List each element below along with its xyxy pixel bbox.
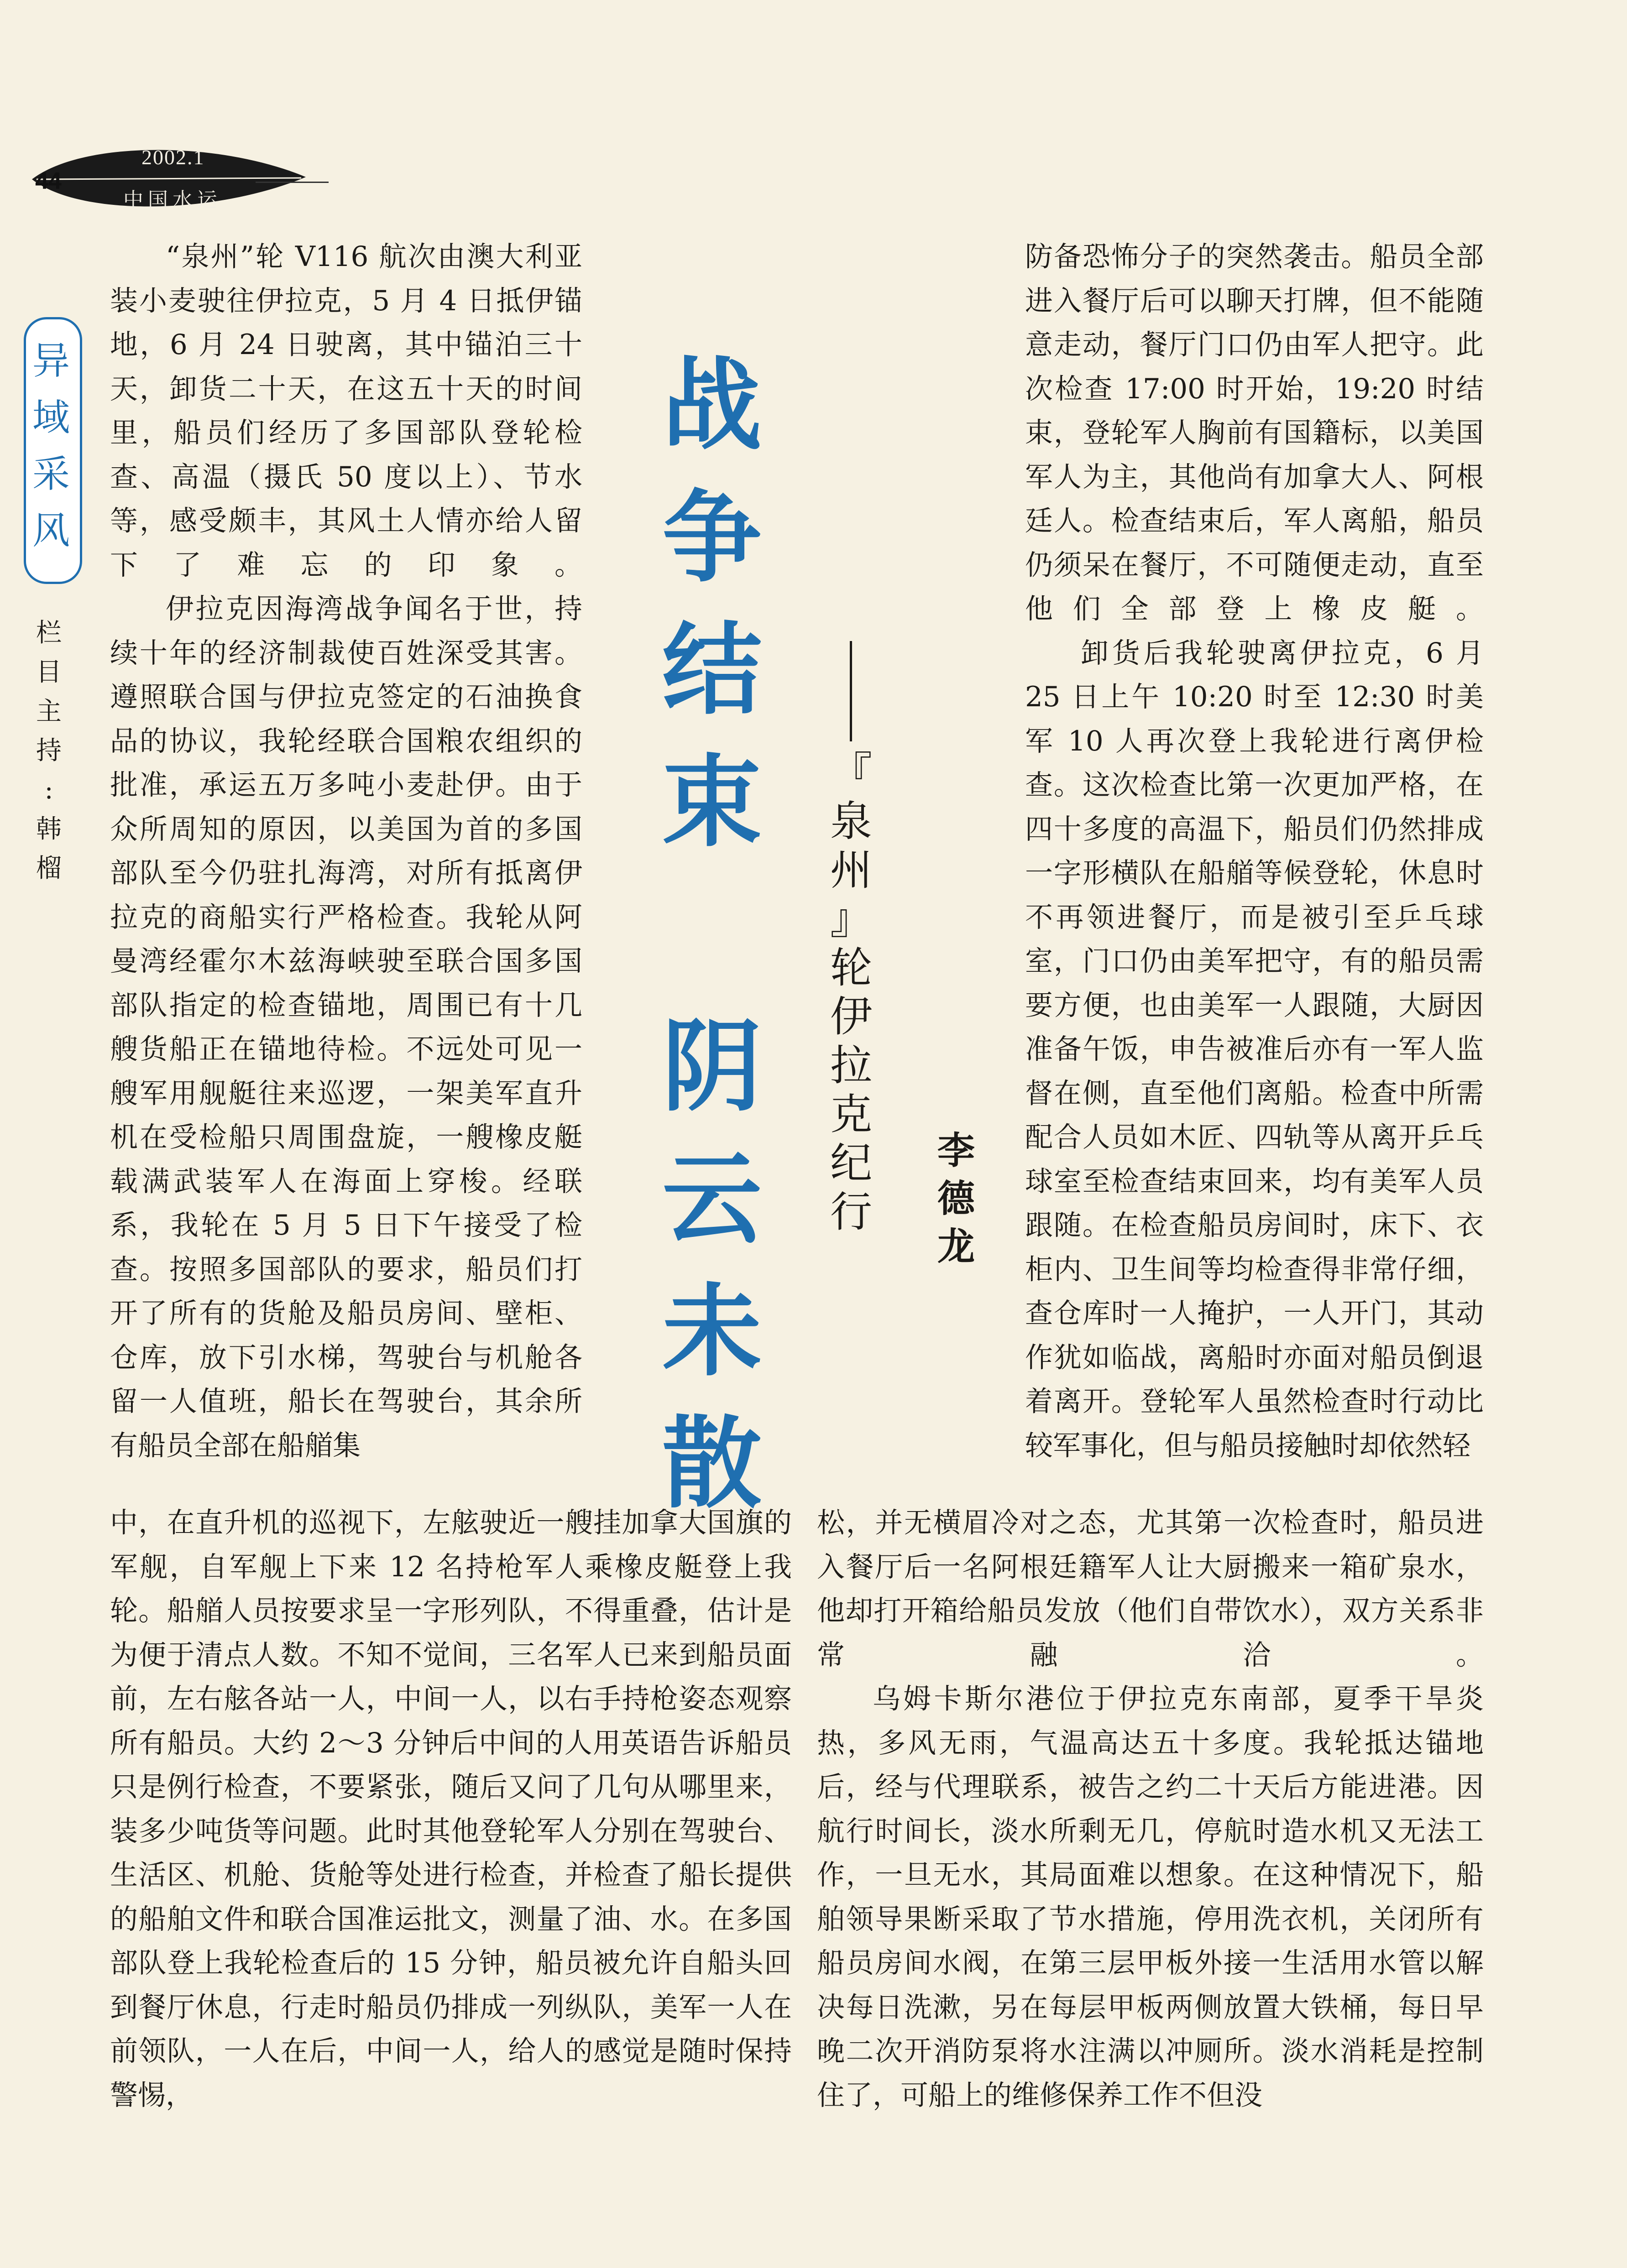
column-label-char: 风 (32, 509, 70, 553)
title-char: 云 (662, 1142, 762, 1257)
subtitle-char: 轮 (830, 944, 872, 992)
issue-date: 2002.1 (141, 146, 205, 169)
author-char: 李 (937, 1129, 975, 1173)
subtitle-dash (850, 641, 852, 741)
subtitle-char: 伊 (830, 992, 872, 1041)
title-char: 未 (662, 1274, 762, 1390)
column-host-char: 目 (36, 657, 62, 687)
column-host-char: : (44, 775, 53, 805)
column-host-char: 榴 (36, 854, 62, 883)
author-char: 龙 (937, 1225, 975, 1268)
column-host-char: 持 (36, 736, 62, 766)
header-rule (256, 182, 329, 183)
body-column-right-lower (817, 1501, 1484, 2112)
column-host-char: 主 (36, 697, 62, 726)
column-host (33, 614, 65, 888)
subtitle-char: 拉 (830, 1041, 872, 1090)
column-label (28, 333, 74, 559)
subtitle-char: 州 (830, 846, 872, 895)
body-column-left (110, 235, 582, 1508)
body-column-right (1025, 235, 1484, 1508)
article-title (657, 340, 767, 1531)
subtitle-char: 『 (830, 748, 872, 797)
title-gap (657, 869, 767, 1001)
subtitle-char: 克 (830, 1090, 872, 1139)
page-number: 44 (35, 168, 62, 194)
paragraph: “泉州”轮 V116 航次由澳大利亚装小麦驶往伊拉克，5 月 4 日抵伊锚地，6 月 24 日驶离，其中锚泊三十天，卸货二十天，在这五十天的时间里，船员们经历了多国部队登轮检查、高温（摄氏 50 度以上）、节水等，感受颇丰，其风土人情亦给人留下了难忘的印象。 (110, 240, 582, 581)
title-char: 战 (662, 348, 762, 464)
title-char: 结 (662, 613, 762, 728)
title-char: 争 (662, 480, 762, 596)
column-label-char: 异 (32, 339, 70, 383)
column-host-char: 韩 (36, 814, 62, 844)
title-char: 散 (662, 1407, 762, 1522)
paragraph: 乌姆卡斯尔港位于伊拉克东南部，夏季干旱炎热，多风无雨，气温高达五十多度。我轮抵达锚地后，经与代理联系，被告之约二十天后方能进港。因航行时间长，淡水所剩无几，停航时造水机又无法工作，一旦无水，其局面难以想象。在这种情况下，船舶领导果断采取了节水措施，停用洗衣机，关闭所有船员房间水阀，在第三层甲板外接一生活用水管以解决每日洗漱，另在每层甲板两侧放置大铁桶，每日早晚二次开消防泵将水注满以冲厕所。淡水消耗是控制住了，可船上的维修保养工作不但没 (817, 1683, 1484, 2112)
paragraph: 伊拉克因海湾战争闻名于世，持续十年的经济制裁使百姓深受其害。遵照联合国与伊拉克签定的石油换食品的协议，我轮经联合国粮农组织的批准，承运五万多吨小麦赴伊。由于众所周知的原因，以美国为首的多国部队至今仍驻扎海湾，对所有抵离伊拉克的商船实行严格检查。我轮从阿曼湾经霍尔木兹海峡驶至联合国多国部队指定的检查锚地，周围已有十几艘货船正在锚地待检。不远处可见一艘军用舰艇往来巡逻，一架美军直升机在受检船只周围盘旋，一艘橡皮艇载满武装军人在海面上穿梭。经联系，我轮在 5 月 5 日下午接受了检查。按照多国部队的要求，船员们打开了所有的货舱及船员房间、壁柜、仓库，放下引水梯，驾驶台与机舱各留一人值班，船长在驾驶台，其余所有船员全部在船艏集 (110, 593, 582, 1462)
magazine-name: 中国水运 (123, 188, 222, 212)
paragraph: 松，并无横眉冷对之态，尤其第一次检查时，船员进入餐厅后一名阿根廷籍军人让大厨搬来一箱矿泉水，他却打开箱给船员发放（他们自带饮水），双方关系非常融洽。 (817, 1507, 1484, 1671)
subtitle-char: 行 (830, 1188, 872, 1236)
subtitle-char: 泉 (830, 797, 872, 846)
title-char: 束 (662, 745, 762, 860)
paragraph: 中，在直升机的巡视下，左舷驶近一艘挂加拿大国旗的军舰，自军舰上下来 12 名持枪军人乘橡皮艇登上我轮。船艏人员按要求呈一字形列队，不得重叠，估计是为便于清点人数。不知不觉间，三名军人已来到船员面前，左右舷各站一人，中间一人，以右手持枪姿态观察所有船员。大约 2～3 分钟后中间的人用英语告诉船员只是例行检查，不要紧张，随后又问了几句从哪里来，装多少吨货等问题。此时其他登轮军人分别在驾驶台、生活区、机舱、货舱等处进行检查，并检查了船长提供的船舶文件和联合国准运批文，测量了油、水。在多国部队登上我轮检查后的 15 分钟，船员被允许自船头回到餐厅休息，行走时船员仍排成一列纵队，美军一人在前领队，一人在后，中间一人，给人的感觉是随时保持警惕， (110, 1507, 792, 2112)
author (931, 1127, 981, 1271)
column-host-char: 栏 (36, 618, 62, 648)
author-char: 德 (937, 1177, 975, 1220)
column-label-char: 采 (32, 453, 70, 496)
paragraph: 卸货后我轮驶离伊拉克，6 月 25 日上午 10:20 时至 12:30 时美军 10 人再次登上我轮进行离伊检查。这次检查比第一次更加严格，在四十多度的高温下，船员们仍然排成一字形横队在船艏等候登轮，休息时不再领进餐厅，而是被引至乒乓球室，门口仍由美军把守，有的船员需要方便，也由美军一人跟随，大厨因准备午饭，申告被准后亦有一军人监督在侧，直至他们离船。检查中所需配合人员如木匠、四轨等从离开乒乓球室至检查结束回来，均有美军人员跟随。在检查船员房间时，床下、衣柜内、卫生间等均检查得非常仔细，查仓库时一人掩护，一人开门，其动作犹如临战，离船时亦面对船员倒退着离开。登轮军人虽然检查时行动比较军事化，但与船员接触时却依然轻 (1025, 636, 1484, 1462)
title-char: 阴 (662, 1010, 762, 1125)
article-subtitle (824, 748, 879, 1236)
subtitle-char: 』 (830, 895, 872, 944)
body-column-left-lower (110, 1501, 792, 2112)
column-label-char: 域 (32, 396, 70, 439)
paragraph: 防备恐怖分子的突然袭击。船员全部进入餐厅后可以聊天打牌，但不能随意走动，餐厅门口仍由军人把守。此次检查 17:00 时开始，19:20 时结束，登轮军人胸前有国籍标，以美国军人为主，其他尚有加拿大人、阿根廷人。检查结束后，军人离船，船员仍须呆在餐厅，不可随便走动，直至他们全部登上橡皮艇。 (1025, 240, 1484, 625)
subtitle-char: 纪 (830, 1139, 872, 1188)
